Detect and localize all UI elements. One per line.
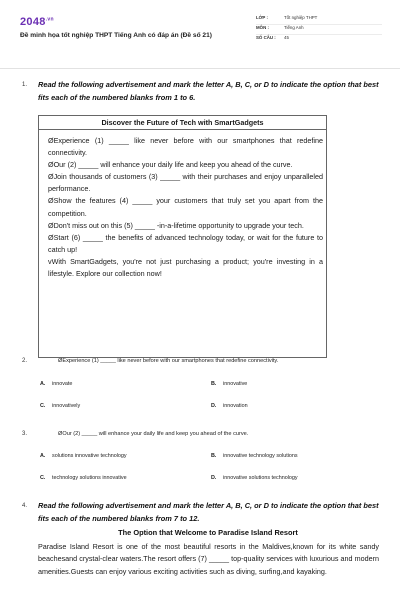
logo-suffix: .vn <box>45 16 54 23</box>
question-instruction: Read the following advertisement and mark the letter A, B, C, or D to indicate the option that best fits each of the numbered blanks from 1 to 6. <box>38 80 379 102</box>
meta-value: Tốt nghiệp THPT <box>284 15 318 20</box>
advertisement-body <box>48 135 323 280</box>
passage-paragraph: Paradise Island Resort is one of the most beautiful resorts in the Maldives,known for its white sandy beachesand crystal-clear waters.The resort offers (7) _____ top-quality services with luxurious and modern amenities.Guests can enjoy various exciting activities such as diving, surfing,and kayaking. <box>38 542 379 576</box>
ad-line: ØDon't miss out on this (5) _____ -in-a-lifetime opportunity to upgrade your tech. <box>48 220 304 230</box>
option-letter: C. <box>40 475 46 481</box>
section-title: The Option that Welcome to Paradise Island Resort <box>118 528 298 537</box>
ad-line: ØExperience (1) _____ like never before with our smartphones that redefine connectivity. <box>48 136 323 158</box>
option-b[interactable] <box>211 453 298 459</box>
document-title: Đề minh họa tốt nghiệp THPT Tiếng Anh có đáp án (Đề số 21) <box>20 32 212 39</box>
question-number: 2. <box>22 358 28 364</box>
ad-line: ØOur (2) _____ will enhance your daily life and keep you ahead of the curve. <box>48 160 293 170</box>
meta-row-class <box>256 15 382 25</box>
ad-line: ØJoin thousands of customers (3) _____ with their purchases and enjoy unparalleled performance. <box>48 172 323 194</box>
option-text: innovative technology solutions <box>223 453 298 459</box>
option-text: innovative <box>223 381 248 387</box>
option-letter: D. <box>211 475 217 481</box>
meta-row-count <box>256 35 382 45</box>
option-a[interactable] <box>40 381 72 387</box>
document-meta <box>256 15 382 45</box>
option-letter: B. <box>211 381 217 387</box>
advertisement-box <box>38 115 327 358</box>
ad-line: vWith SmartGadgets, you're not just purchasing a product; you're investing in a lifestyle. Explore our collection now! <box>48 256 323 279</box>
question-text: ØExperience (1) _____ like never before with our smartphones that redefine connectivity. <box>58 358 279 364</box>
header-divider <box>0 68 400 69</box>
option-text: innovatively <box>52 403 81 409</box>
question-number: 1. <box>22 82 28 88</box>
option-c[interactable] <box>40 403 80 409</box>
option-letter: C. <box>40 403 46 409</box>
option-text: solutions innovative technology <box>52 453 127 459</box>
option-d[interactable] <box>211 475 298 481</box>
option-b[interactable] <box>211 381 247 387</box>
question-instruction: Read the following advertisement and mark the letter A, B, C, or D to indicate the option that best fits each of the numbered blanks from 7 to 12. <box>38 501 379 523</box>
question-number: 4. <box>22 503 28 509</box>
ad-line: ØShow the features (4) _____ your customers that truly set you apart from the competition. <box>48 196 323 218</box>
option-text: technology solutions innovative <box>52 475 127 481</box>
option-d[interactable] <box>211 403 248 409</box>
meta-key: LỚP : <box>256 15 268 20</box>
option-a[interactable] <box>40 453 127 459</box>
meta-row-subject <box>256 25 382 35</box>
document-header <box>20 12 382 60</box>
option-text: innovate <box>52 381 73 387</box>
option-letter: A. <box>40 381 46 387</box>
meta-key: SỐ CÂU : <box>256 35 276 40</box>
logo-text: 2048 <box>20 16 46 28</box>
question-number: 3. <box>22 431 28 437</box>
option-c[interactable] <box>40 475 127 481</box>
site-logo[interactable] <box>20 16 54 28</box>
option-text: innovative solutions technology <box>223 475 298 481</box>
meta-key: MÔN : <box>256 25 269 30</box>
option-text: innovation <box>223 403 248 409</box>
meta-value: Tiếng Anh <box>284 25 304 30</box>
option-letter: B. <box>211 453 217 459</box>
meta-value: 45 <box>284 35 289 40</box>
question-text: ØOur (2) _____ will enhance your daily life and keep you ahead of the curve. <box>58 431 249 437</box>
advertisement-title: Discover the Future of Tech with SmartGadgets <box>39 116 326 130</box>
ad-line: ØStart (6) _____ the benefits of advanced technology today, or wait for the future to catch up! <box>48 232 323 254</box>
option-letter: D. <box>211 403 217 409</box>
option-letter: A. <box>40 453 46 459</box>
